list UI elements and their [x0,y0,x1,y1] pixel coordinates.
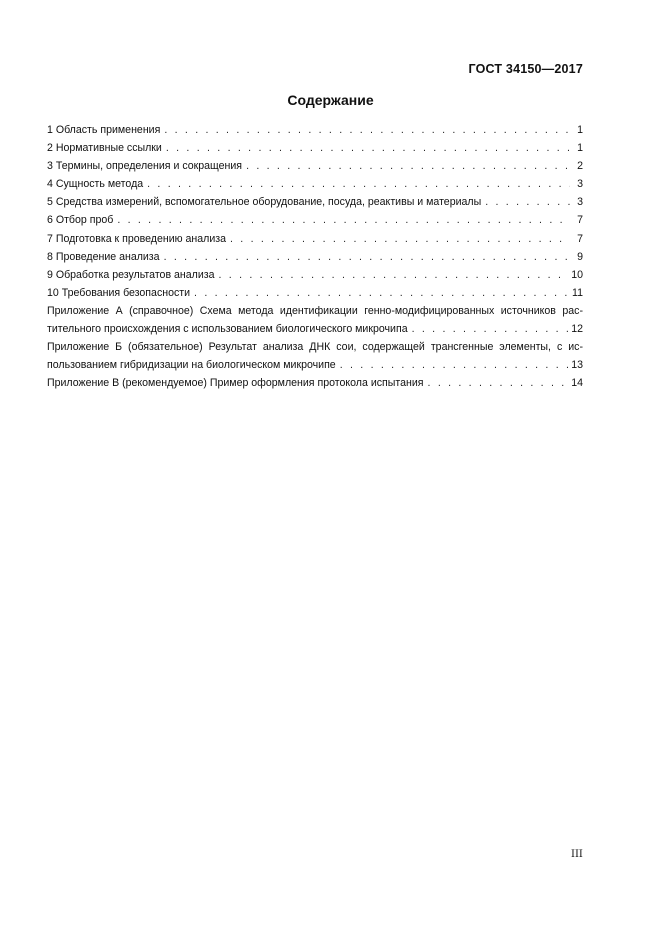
toc-entry[interactable] [47,193,583,211]
toc-entry-page: 7 [577,232,583,245]
leader-dots [164,248,570,266]
toc-entry-page: 1 [577,124,583,136]
leader-dots [164,121,570,139]
toc-entry[interactable] [47,230,583,248]
toc-appendix-entry[interactable] [47,302,583,338]
toc-appendix-line: Приложение А (справочное) Схема метода идентификации генно-модифицированных источников рас- [47,304,583,317]
toc-appendix-line: Приложение Б (обязательное) Результат анализа ДНК сои, содержащей трансгенные элементы, с ис- [47,341,583,354]
leader-dots [166,139,570,157]
toc-entry-label: 3 Термины, определения и сокращения [47,160,243,173]
table-of-contents [47,121,583,392]
toc-entry-page: 12 [571,323,583,336]
toc-entry-page: 14 [571,377,583,390]
leader-dots [194,284,569,302]
leader-dots [147,175,570,193]
page-title: Содержание [287,92,374,108]
toc-entry-page: 3 [577,178,583,191]
toc-entry[interactable] [47,211,583,229]
toc-entry[interactable] [47,248,583,266]
document-code: ГОСТ 34150—2017 [468,62,583,76]
toc-entry-label: 4 Сущность метода [47,178,144,191]
toc-entry-label: 5 Средства измерений, вспомогательное оборудование, посуда, реактивы и материалы [47,196,482,209]
toc-entry-page: 1 [577,142,583,155]
toc-entry-label: 1 Область применения [47,124,161,136]
leader-dots [412,320,569,338]
toc-appendix-line: тительного происхождения с использованием биологического микрочипа [47,323,408,336]
leader-dots [428,374,569,392]
page-number: III [571,849,583,860]
toc-entry-label: 8 Проведение анализа [47,250,160,263]
toc-entry-label: 9 Обработка результатов анализа [47,268,215,281]
toc-entry-label: 7 Подготовка к проведению анализа [47,232,227,245]
toc-entry-page: 9 [577,250,583,263]
toc-entry[interactable] [47,266,583,284]
toc-appendix-entry[interactable] [47,374,583,392]
toc-appendix-line: пользованием гибридизации на биологическом микрочипе [47,359,336,372]
toc-entry-page: 7 [577,214,583,227]
toc-entry-page: 13 [571,359,583,372]
toc-entry[interactable] [47,284,583,302]
leader-dots [230,230,570,248]
toc-entry[interactable] [47,121,583,139]
leader-dots [219,266,569,284]
toc-entry[interactable] [47,175,583,193]
toc-entry-label: 2 Нормативные ссылки [47,142,162,155]
toc-entry-page: 10 [571,268,583,281]
toc-entry-label: 6 Отбор проб [47,214,114,227]
toc-entry-page: 3 [577,196,583,209]
toc-entry[interactable] [47,157,583,175]
toc-entry-label: Приложение В (рекомендуемое) Пример оформления протокола испытания [47,377,424,390]
leader-dots [485,193,570,211]
leader-dots [246,157,570,175]
toc-entry-label: 10 Требования безопасности [47,286,191,299]
toc-entry-page: 11 [572,286,583,299]
toc-entry[interactable] [47,139,583,157]
leader-dots [117,211,570,229]
toc-entry-page: 2 [577,160,583,173]
leader-dots [340,356,569,374]
toc-appendix-entry[interactable] [47,338,583,374]
